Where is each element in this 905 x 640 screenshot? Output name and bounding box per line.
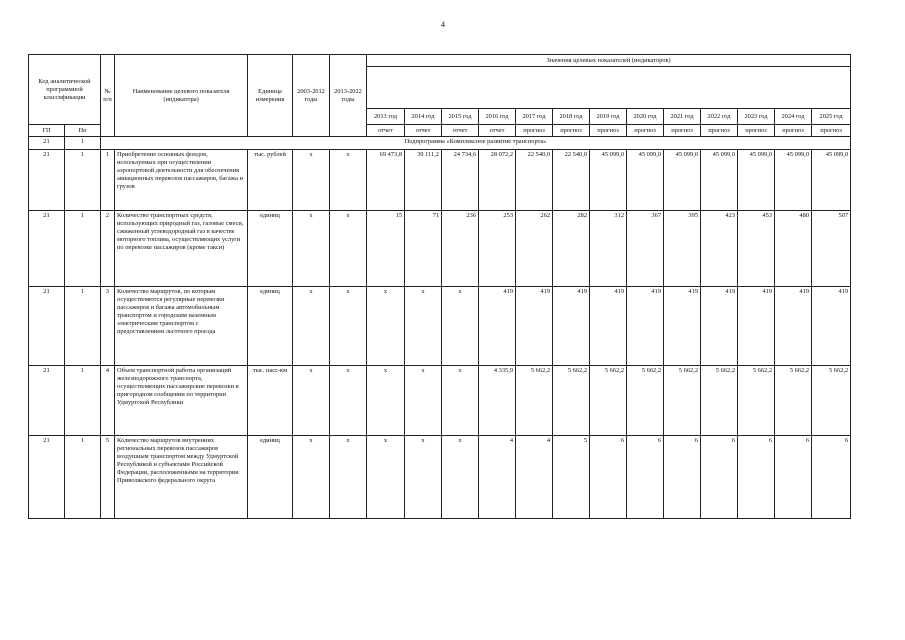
value-cell: x xyxy=(442,436,479,519)
values-group-header: Значения целевых показателей (индикаторов) xyxy=(367,55,851,67)
tp-cell: 21 xyxy=(29,366,65,436)
indicator-name-cell: Количество маршрутов, по которым осуществляются регулярные перевозки пассажиров и багажа автомобильным транспортом и городским наземным электрическим транспортом с предоставлением льготного проезда xyxy=(115,287,248,366)
page-number: 4 xyxy=(441,20,445,29)
value-cell: 419 xyxy=(664,287,701,366)
value-cell: 419 xyxy=(738,287,775,366)
year-header: 2020 год xyxy=(627,109,664,125)
year-header: 2019 год xyxy=(590,109,627,125)
status-header: прогноз xyxy=(516,125,553,137)
value-cell: 5 662,2 xyxy=(775,366,812,436)
year-header: 2023 год xyxy=(738,109,775,125)
value-cell: 367 xyxy=(627,211,664,287)
indicator-name-cell: Количество транспортных средств, использующих природный газ, газовые смеси, сжиженный углеводородный газ в качестве моторного топлива, осуществляющих услуги по перевозке пассажиров (кроме такси) xyxy=(115,211,248,287)
year-header: 2024 год xyxy=(775,109,812,125)
status-header: прогноз xyxy=(775,125,812,137)
period-2003-2012-cell: x xyxy=(293,211,330,287)
value-cell: 5 662,2 xyxy=(627,366,664,436)
value-cell: 419 xyxy=(701,287,738,366)
value-cell: x xyxy=(405,287,442,366)
indicator-name-cell: Количество маршрутов внутренних региональных перевозок пассажиров воздушным транспортом между Удмуртской Республикой и субъектами Российской Федерации, расположенными на территории Приволжского федерального округа xyxy=(115,436,248,519)
tp-cell: 21 xyxy=(29,436,65,519)
period-2013-2022-cell: x xyxy=(330,211,367,287)
value-cell: 419 xyxy=(590,287,627,366)
pp-cell: 1 xyxy=(65,436,101,519)
value-cell: x xyxy=(405,436,442,519)
value-cell: 480 xyxy=(775,211,812,287)
period-2013-2022-header: 2013-2022 годы xyxy=(330,55,367,137)
value-cell: 4 xyxy=(479,436,516,519)
tp-cell: 21 xyxy=(29,150,65,211)
value-cell: 6 xyxy=(738,436,775,519)
value-cell: 419 xyxy=(812,287,851,366)
period-2003-2012-header: 2003-2012 годы xyxy=(293,55,330,137)
period-2013-2022-cell: x xyxy=(330,287,367,366)
value-cell: 69 473,8 xyxy=(367,150,405,211)
value-cell: 6 xyxy=(664,436,701,519)
value-cell: 5 662,2 xyxy=(553,366,590,436)
value-cell: 22 540,0 xyxy=(516,150,553,211)
indicator-name-header: Наименование целевого показателя (индикатора) xyxy=(115,55,248,137)
value-cell: 282 xyxy=(553,211,590,287)
year-header: 2021 год xyxy=(664,109,701,125)
value-cell: 45 099,0 xyxy=(627,150,664,211)
value-cell: 5 662,2 xyxy=(701,366,738,436)
subprogram-pp: 1 xyxy=(65,137,101,150)
indicator-name-cell: Объем транспортной работы организаций железнодорожного транспорта, осуществляющих пассажирские перевозки в пригородном сообщении по территории Удмуртской Республики xyxy=(115,366,248,436)
table-row xyxy=(29,287,851,366)
period-2013-2022-cell: x xyxy=(330,366,367,436)
value-cell: 22 540,0 xyxy=(553,150,590,211)
period-2003-2012-cell: x xyxy=(293,366,330,436)
value-cell: 45 099,0 xyxy=(590,150,627,211)
value-cell: 5 xyxy=(553,436,590,519)
value-cell: 5 662,2 xyxy=(664,366,701,436)
value-cell: 395 xyxy=(664,211,701,287)
value-cell: 5 662,2 xyxy=(590,366,627,436)
value-cell: x xyxy=(367,287,405,366)
value-cell: 15 xyxy=(367,211,405,287)
status-header: прогноз xyxy=(738,125,775,137)
value-cell: 419 xyxy=(627,287,664,366)
year-header: 2014 год xyxy=(405,109,442,125)
value-cell: 39 111,2 xyxy=(405,150,442,211)
value-cell: 6 xyxy=(701,436,738,519)
subprogram-tp: 21 xyxy=(29,137,65,150)
row-number-cell: 4 xyxy=(101,366,115,436)
value-cell: x xyxy=(367,366,405,436)
value-cell: 6 xyxy=(812,436,851,519)
year-header: 2022 год xyxy=(701,109,738,125)
value-cell: x xyxy=(367,436,405,519)
value-cell: 4 xyxy=(516,436,553,519)
table-row xyxy=(29,211,851,287)
value-cell: 45 099,0 xyxy=(664,150,701,211)
value-cell: 507 xyxy=(812,211,851,287)
value-cell: 4 335,9 xyxy=(479,366,516,436)
status-header: прогноз xyxy=(701,125,738,137)
year-header: 2016 год xyxy=(479,109,516,125)
table-row xyxy=(29,366,851,436)
row-number-header: № п/п xyxy=(101,55,115,137)
value-cell: 6 xyxy=(590,436,627,519)
value-cell: 6 xyxy=(775,436,812,519)
code-group-header: Код аналитической программной классификации xyxy=(29,55,101,125)
value-cell: 262 xyxy=(516,211,553,287)
unit-header: Единица измерения xyxy=(248,55,293,137)
status-header: прогноз xyxy=(664,125,701,137)
value-cell: 5 662,2 xyxy=(738,366,775,436)
year-header: 2013 год xyxy=(367,109,405,125)
unit-cell: тыс. пасс-км xyxy=(248,366,293,436)
status-header: отчет xyxy=(479,125,516,137)
unit-cell: единиц xyxy=(248,287,293,366)
tp-cell: 21 xyxy=(29,287,65,366)
pp-header: Пп xyxy=(65,125,101,137)
value-cell: 6 xyxy=(627,436,664,519)
value-cell: x xyxy=(442,366,479,436)
value-cell: 453 xyxy=(738,211,775,287)
value-cell: 45 099,0 xyxy=(738,150,775,211)
table-row xyxy=(29,436,851,519)
value-cell: 71 xyxy=(405,211,442,287)
year-header: 2018 год xyxy=(553,109,590,125)
status-header: прогноз xyxy=(812,125,851,137)
unit-cell: единиц xyxy=(248,436,293,519)
value-cell: x xyxy=(405,366,442,436)
period-2013-2022-cell: x xyxy=(330,436,367,519)
value-cell: 24 734,6 xyxy=(442,150,479,211)
row-number-cell: 1 xyxy=(101,150,115,211)
tp-cell: 21 xyxy=(29,211,65,287)
status-header: отчет xyxy=(405,125,442,137)
pp-cell: 1 xyxy=(65,211,101,287)
pp-cell: 1 xyxy=(65,287,101,366)
value-cell: 5 662,2 xyxy=(516,366,553,436)
period-2003-2012-cell: x xyxy=(293,150,330,211)
year-header: 2015 год xyxy=(442,109,479,125)
value-cell: 28 072,2 xyxy=(479,150,516,211)
value-cell: 419 xyxy=(775,287,812,366)
value-cell: 5 662,2 xyxy=(812,366,851,436)
status-header: отчет xyxy=(367,125,405,137)
indicator-name-cell: Приобретение основных фондов, используемых при осуществлении аэропортовой деятельности для обеспечения авиационных перевозок пассажиров, багажа и грузов xyxy=(115,150,248,211)
unit-cell: единиц xyxy=(248,211,293,287)
row-number-cell: 5 xyxy=(101,436,115,519)
value-cell: 253 xyxy=(479,211,516,287)
unit-cell: тыс. рублей xyxy=(248,150,293,211)
value-cell: x xyxy=(442,287,479,366)
value-cell: 236 xyxy=(442,211,479,287)
value-cell: 423 xyxy=(701,211,738,287)
value-cell: 419 xyxy=(553,287,590,366)
status-header: прогноз xyxy=(627,125,664,137)
pp-cell: 1 xyxy=(65,150,101,211)
period-2003-2012-cell: x xyxy=(293,287,330,366)
value-cell: 45 099,0 xyxy=(701,150,738,211)
table-row xyxy=(29,150,851,211)
value-cell: 45 099,0 xyxy=(775,150,812,211)
row-number-cell: 2 xyxy=(101,211,115,287)
status-header: прогноз xyxy=(553,125,590,137)
value-cell: 419 xyxy=(479,287,516,366)
year-header: 2025 год xyxy=(812,109,851,125)
value-cell: 45 099,0 xyxy=(812,150,851,211)
status-header: прогноз xyxy=(590,125,627,137)
value-cell: 312 xyxy=(590,211,627,287)
row-number-cell: 3 xyxy=(101,287,115,366)
header-spacer xyxy=(367,67,851,109)
year-header: 2017 год xyxy=(516,109,553,125)
period-2013-2022-cell: x xyxy=(330,150,367,211)
subprogram-title: Подпрограмма «Комплексное развитие транспорта» xyxy=(101,137,851,150)
pp-cell: 1 xyxy=(65,366,101,436)
status-header: отчет xyxy=(442,125,479,137)
indicators-table xyxy=(28,54,851,519)
period-2003-2012-cell: x xyxy=(293,436,330,519)
value-cell: 419 xyxy=(516,287,553,366)
tp-header: ГП xyxy=(29,125,65,137)
